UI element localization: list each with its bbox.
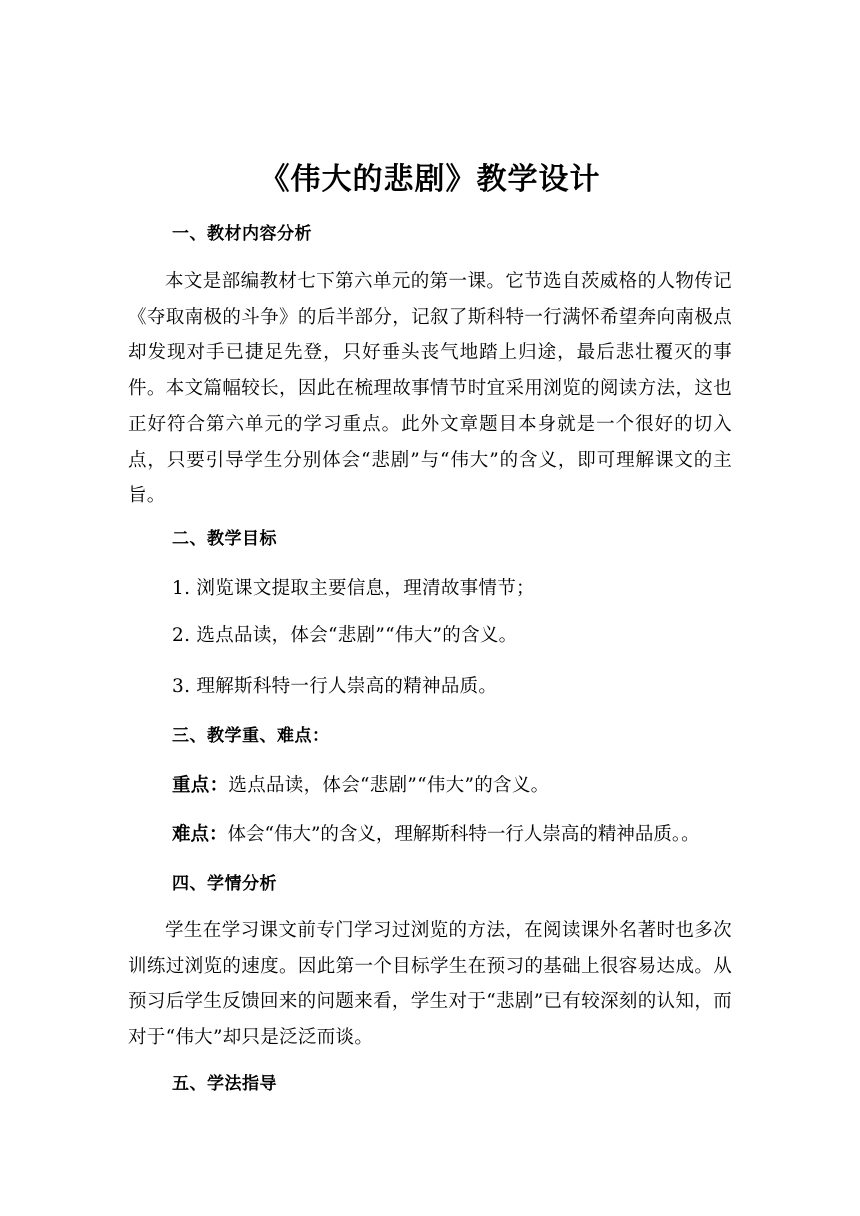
paragraph-learner-analysis: 学生在学习课文前专门学习过浏览的方法，在阅读课外名著时也多次训练过浏览的速度。因此第一个目标学生在预习的基础上很容易达成。从预习后学生反馈回来的问题来看，学生对于“悲剧”已有较深刻的认知，而对于“伟大”却只是泛泛而谈。	[128, 920, 732, 1049]
paragraph-content-analysis: 本文是部编教材七下第六单元的第一课。它节选自茨威格的人物传记《夺取南极的斗争》的后半部分，记叙了斯科特一行满怀希望奔向南极点却发现对手已捷足先登，只好垂头丧气地踏上归途，最后悲壮覆灭的事件。本文篇幅较长，因此在梳理故事情节时宜采用浏览的阅读方法，这也正好符合第六单元的学习重点。此外文章题目本身就是一个很好的切入点，只要引导学生分别体会“悲剧”与“伟大”的含义，即可理解课文的主旨。	[128, 271, 732, 507]
difficult-point-text: 体会“伟大”的含义，理解斯科特一行人崇高的精神品质。。	[227, 824, 700, 845]
section-heading-key-difficult-points: 三、教学重、难点：	[172, 726, 330, 746]
key-point-text: 选点品读，体会“悲剧”“伟大”的含义。	[228, 775, 550, 796]
key-point-label: 重点：	[172, 775, 229, 796]
section-heading-teaching-goals: 二、教学目标	[172, 529, 277, 549]
section-heading-learning-method: 五、学法指导	[172, 1074, 277, 1094]
section-heading-content-analysis: 一、教材内容分析	[172, 224, 312, 244]
difficult-point-line	[172, 821, 740, 849]
key-point-line	[172, 772, 740, 800]
document-title: 《伟大的悲剧》教学设计	[259, 162, 601, 197]
goal-item-3: 3. 理解斯科特一行人崇高的精神品质。	[172, 676, 498, 697]
section-heading-learner-analysis: 四、学情分析	[172, 874, 277, 894]
goal-item-1: 1. 浏览课文提取主要信息，理清故事情节；	[172, 578, 535, 599]
goal-item-2: 2. 选点品读，体会“悲剧”“伟大”的含义。	[172, 625, 518, 646]
difficult-point-label: 难点：	[172, 824, 228, 845]
